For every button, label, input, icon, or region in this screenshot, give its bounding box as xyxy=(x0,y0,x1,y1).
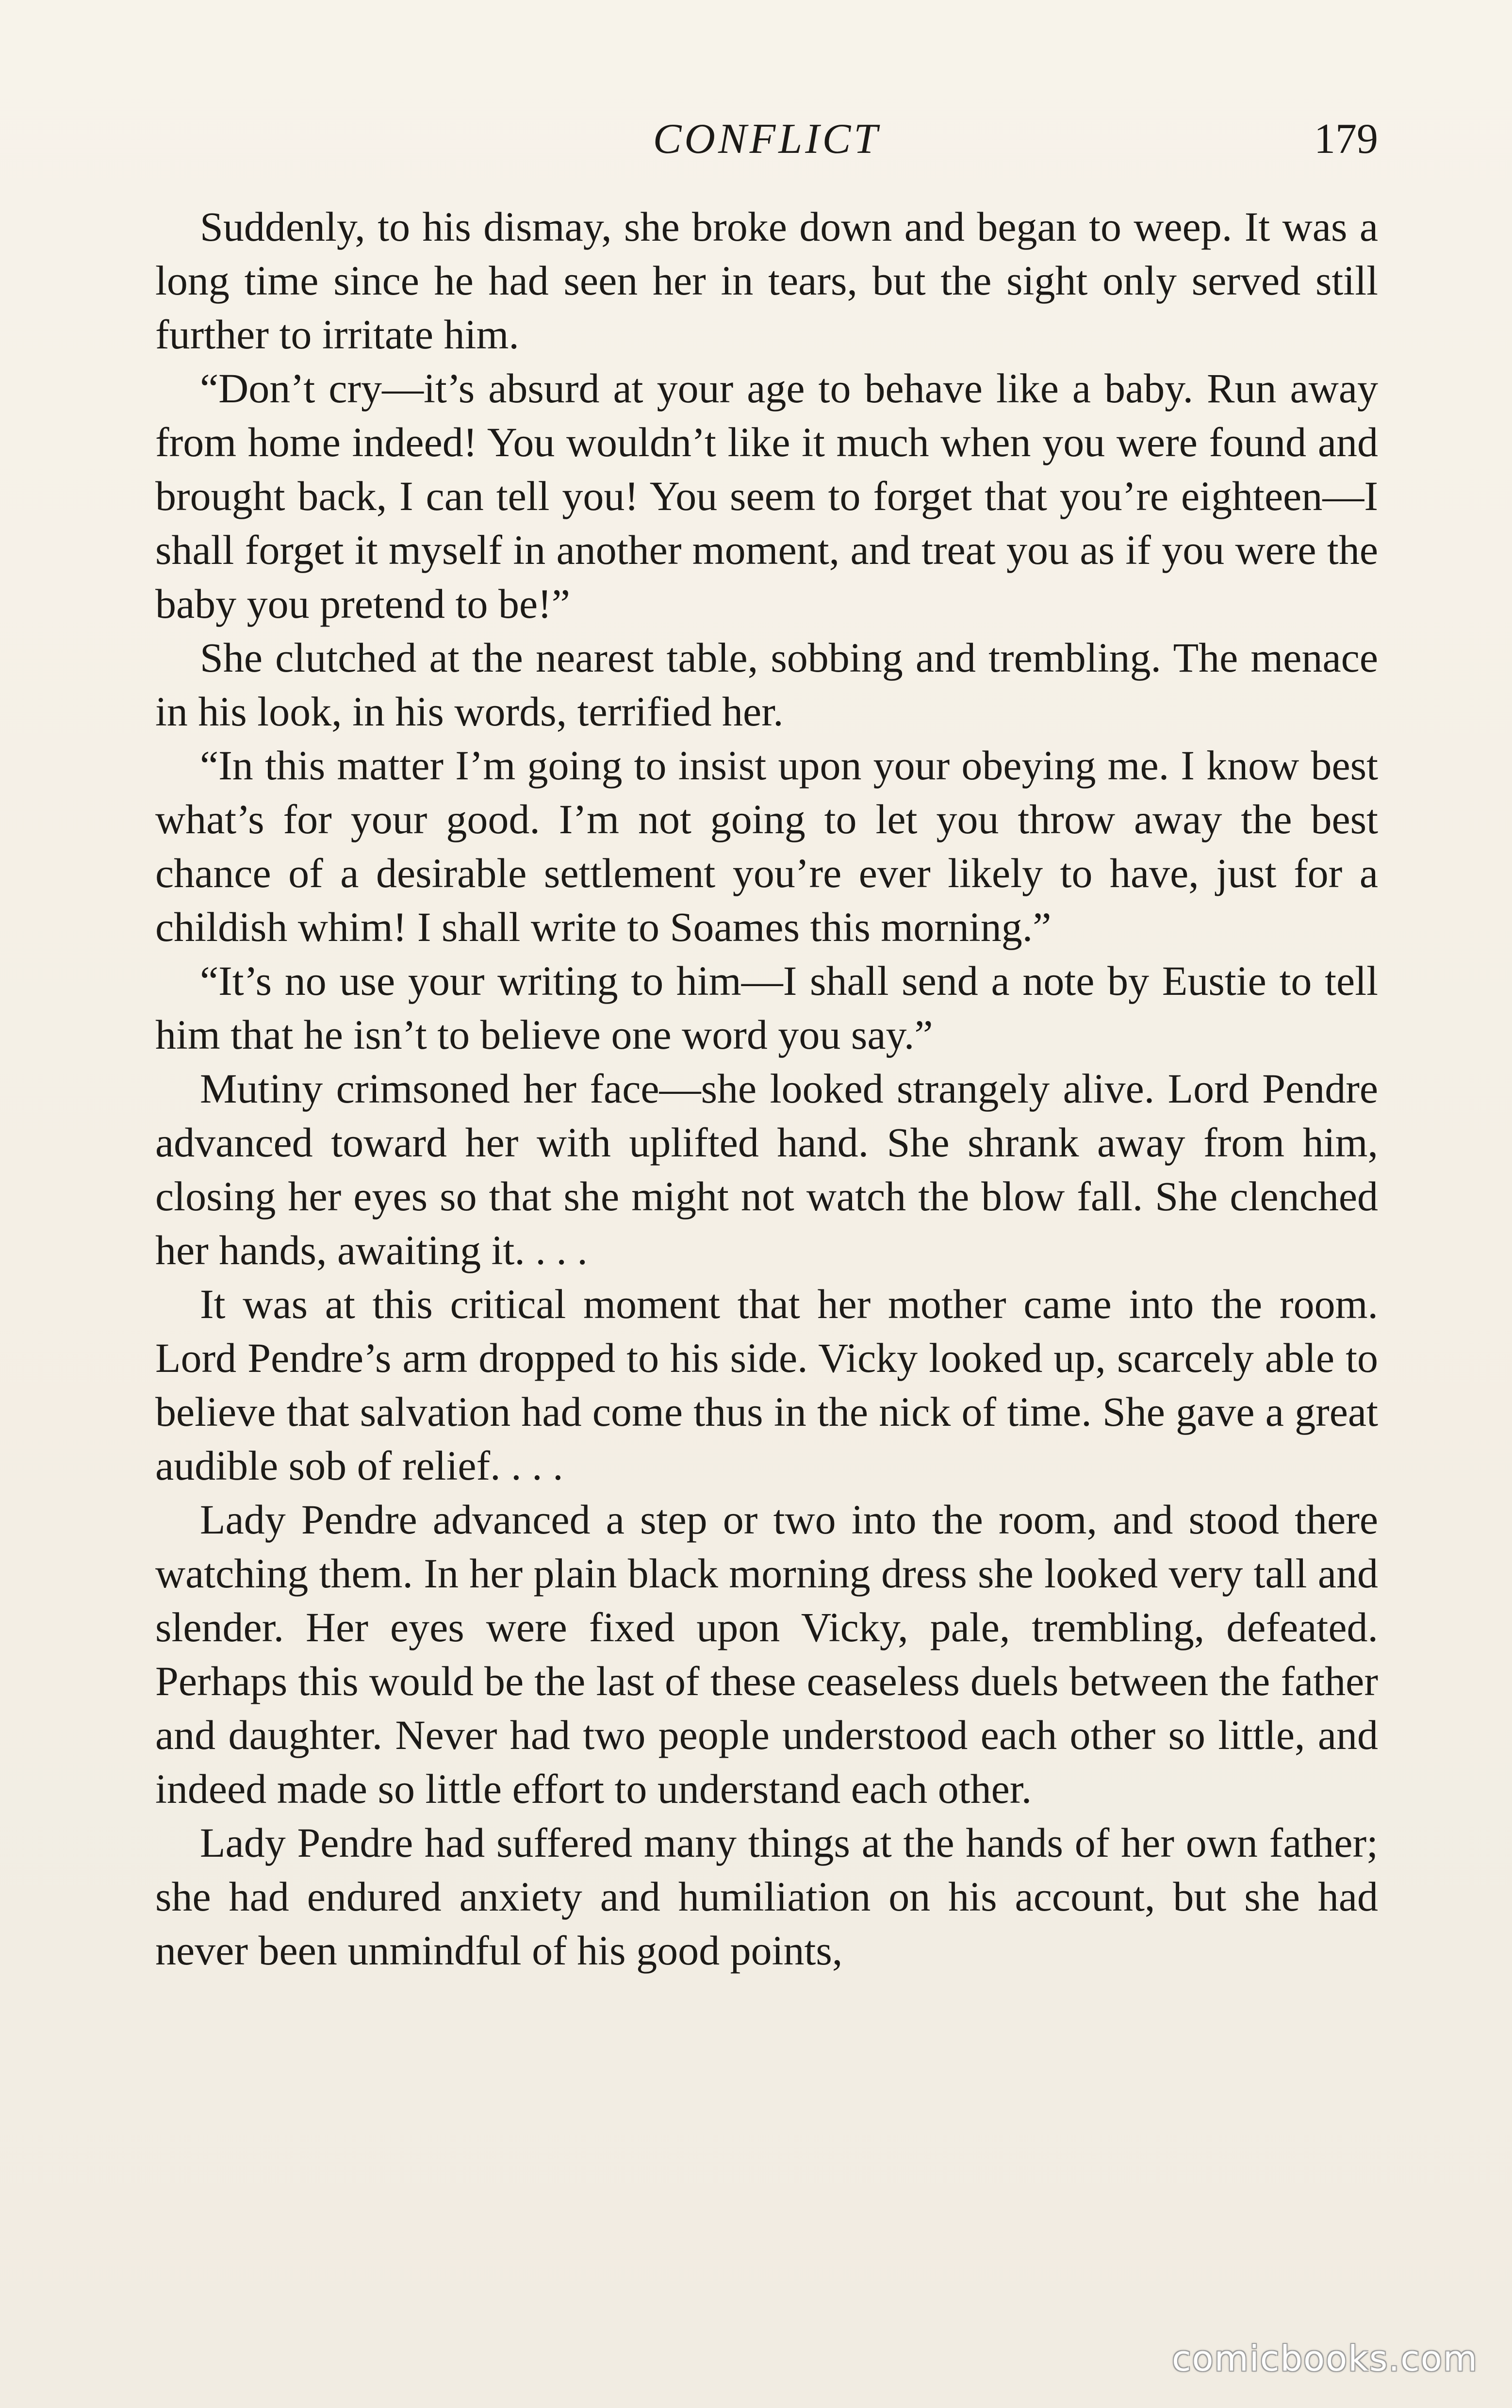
paragraph: Mutiny crimsoned her face—she looked strangely alive. Lord Pendre advanced toward her with uplifted hand. She shrank away from him, closing her eyes so that she might not watch the blow fall. She clenched her hands, awaiting it. . . . xyxy=(155,1065,1378,1273)
paragraph: “It’s no use your writing to him—I shall send a note by Eustie to tell him that he isn’t to believe one word you say.” xyxy=(155,957,1378,1058)
paragraph: She clutched at the nearest table, sobbing and trembling. The menace in his look, in his words, terrified her. xyxy=(155,634,1378,735)
paragraph: Lady Pendre advanced a step or two into the room, and stood there watching them. In her plain black morning dress she looked very tall and slender. Her eyes were fixed upon Vicky, pale, trembling, defeated. Perhaps this would be the last of these ceaseless duels between the father and daughter. Never had two people understood each other so little, and indeed made so little effort to understand each other. xyxy=(155,1496,1378,1812)
paragraph: Suddenly, to his dismay, she broke down and began to weep. It was a long time since he had seen her in tears, but the sight only served still further to irritate him. xyxy=(155,203,1378,358)
paragraph: “In this matter I’m going to insist upon your obeying me. I know best what’s for your good. I’m not going to let you throw away the best chance of a desirable settlement you’re ever likely to have, just for a childish whim! I shall write to Soames this morning.” xyxy=(155,742,1378,950)
watermark: comicbooks.com xyxy=(1171,2338,1478,2379)
paragraph: It was at this critical moment that her mother came into the room. Lord Pendre’s arm dropped to his side. Vicky looked up, scarcely able to believe that salvation had come thus in the nick of time. She gave a great audible sob of relief. . . . xyxy=(155,1281,1378,1489)
running-head xyxy=(155,115,1378,168)
body-text xyxy=(155,200,1378,1978)
paragraph: “Don’t cry—it’s absurd at your age to behave like a baby. Run away from home indeed! You wouldn’t like it much when you were found and brought back, I can tell you! You seem to forget that you’re eighteen—I shall forget it myself in another moment, and treat you as if you were the baby you pretend to be!” xyxy=(155,365,1378,627)
running-title: CONFLICT xyxy=(653,115,881,163)
paragraph: Lady Pendre had suffered many things at the hands of her own father; she had endured anxiety and humiliation on his account, but she had never been unmindful of his good points, xyxy=(155,1819,1378,1974)
page-number: 179 xyxy=(1314,115,1378,163)
